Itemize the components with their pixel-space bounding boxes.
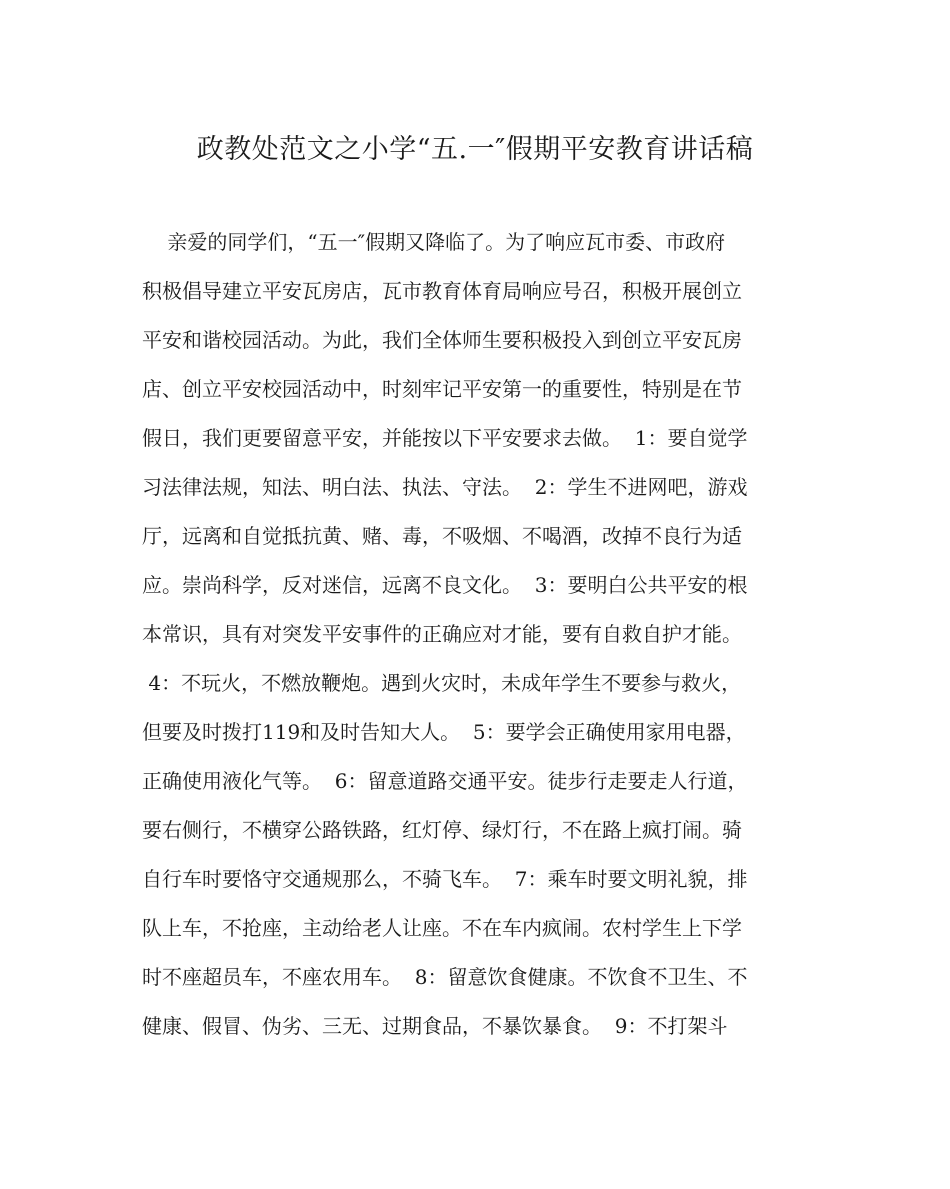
text-line: 习法律法规，知法、明白法、执法、守法。 2：学生不进网吧，游戏: [142, 475, 748, 499]
document-body: [142, 218, 808, 1051]
text-line: 应。崇尚科学，反对迷信，远离不良文化。 3：要明白公共平安的根: [142, 573, 748, 597]
text-line: 要右侧行，不横穿公路铁路，红灯停、绿灯行，不在路上疯打闹。骑: [142, 818, 742, 842]
text-line: 时不座超员车，不座农用车。 8：留意饮食健康。不饮食不卫生、不: [142, 965, 748, 989]
text-line: 健康、假冒、伪劣、三无、过期食品，不暴饮暴食。 9：不打架斗: [142, 1014, 728, 1038]
text-line: 店、创立平安校园活动中，时刻牢记平安第一的重要性，特别是在节: [142, 377, 742, 401]
document-title: 政教处范文之小学“五.一″假期平安教育讲话稿: [196, 134, 754, 165]
text-line: 亲爱的同学们，“五一″假期又降临了。为了响应瓦市委、市政府: [142, 230, 726, 254]
text-line: 本常识，具有对突发平安事件的正确应对才能，要有自救自护才能。: [142, 622, 742, 646]
text-line: 自行车时要恪守交通规那么，不骑飞车。 7：乘车时要文明礼貌，排: [142, 867, 748, 891]
text-line: 厅，远离和自觉抵抗黄、赌、毒，不吸烟、不喝酒，改掉不良行为适: [142, 524, 742, 548]
text-line: 假日，我们更要留意平安，并能按以下平安要求去做。 1：要自觉学: [142, 426, 748, 450]
text-line: 但要及时拨打119和及时告知大人。 5：要学会正确使用家用电器，: [142, 720, 746, 744]
text-line: 积极倡导建立平安瓦房店，瓦市教育体育局响应号召，积极开展创立: [142, 279, 742, 303]
text-line: 正确使用液化气等。 6：留意道路交通平安。徒步行走要走人行道，: [142, 769, 748, 793]
text-line: 平安和谐校园活动。为此，我们全体师生要积极投入到创立平安瓦房: [142, 328, 742, 352]
text-line: 4：不玩火，不燃放鞭炮。遇到火灾时，未成年学生不要参与救火，: [142, 671, 742, 695]
text-line: 队上车，不抢座，主动给老人让座。不在车内疯闹。农村学生上下学: [142, 916, 742, 940]
